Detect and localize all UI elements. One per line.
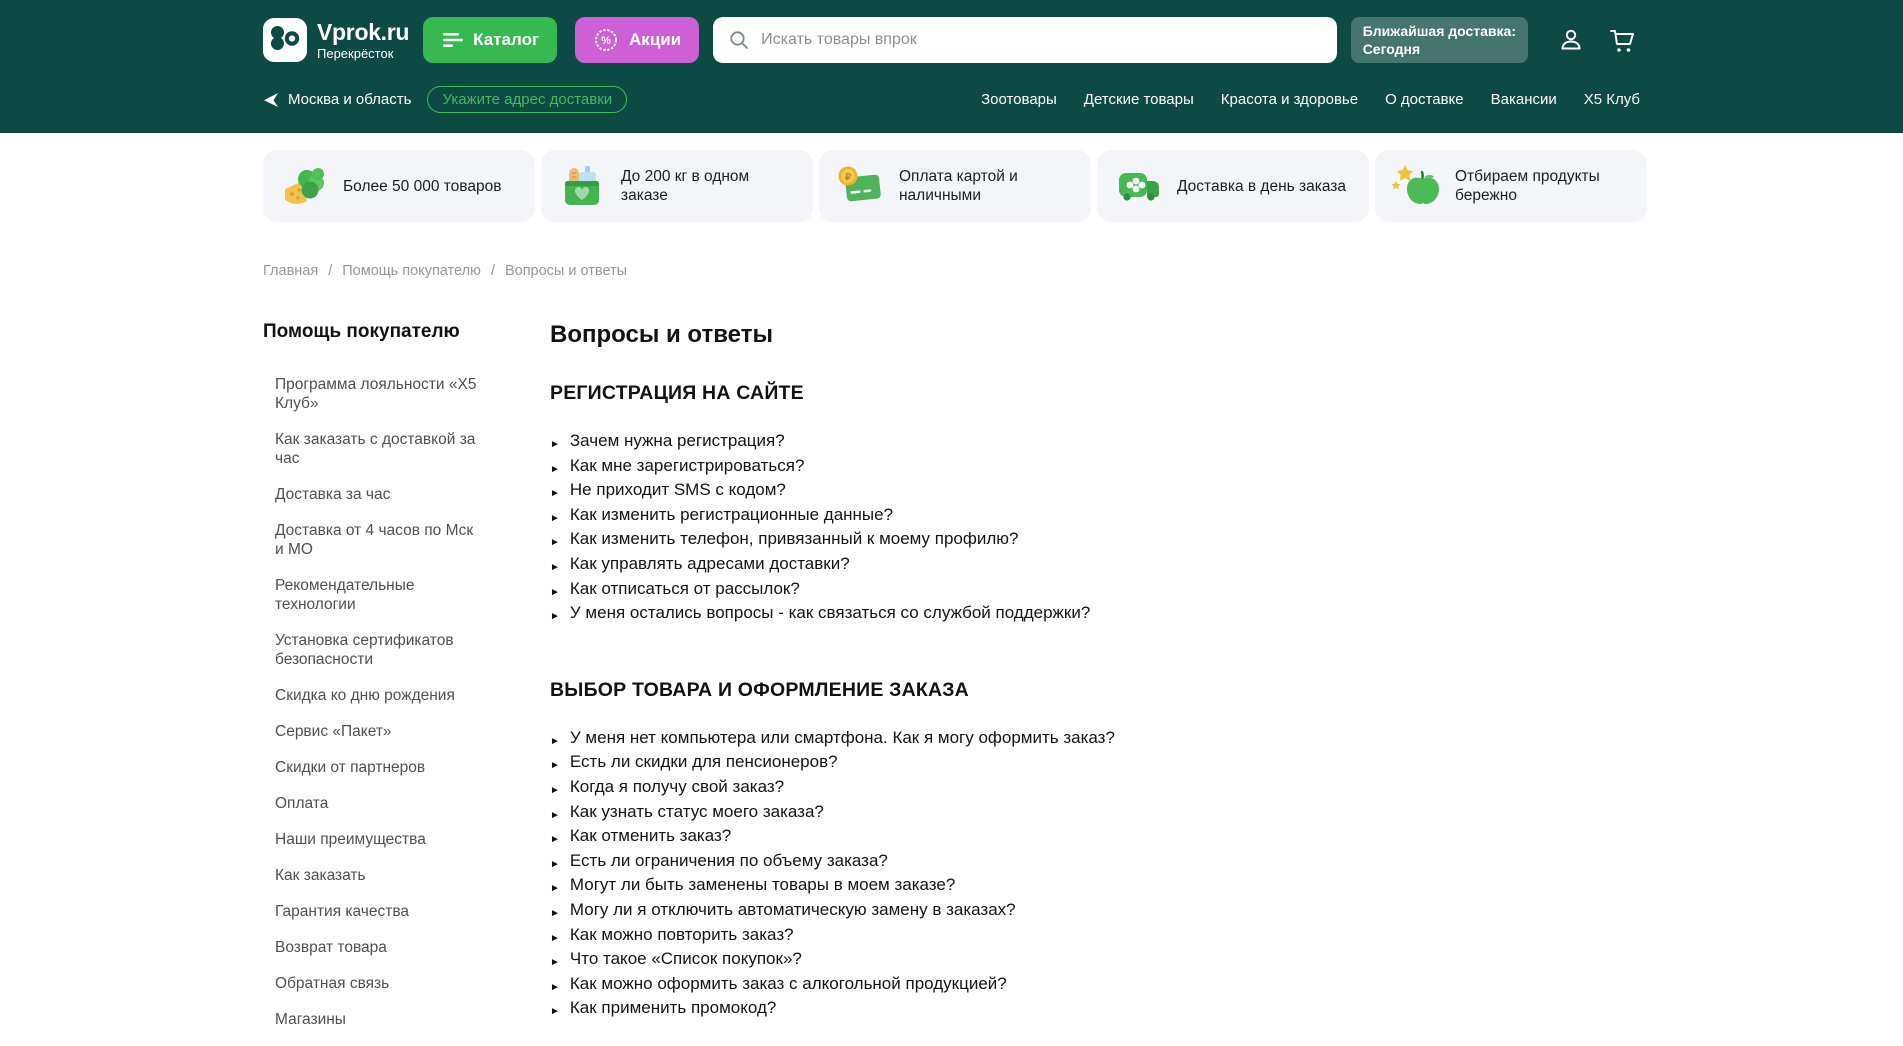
- sidebar-item[interactable]: Возврат товара: [275, 939, 387, 956]
- search-input[interactable]: [761, 31, 1321, 49]
- account-icon[interactable]: [1556, 25, 1586, 55]
- header-nav: [981, 91, 1640, 108]
- faq-question[interactable]: [550, 851, 1530, 876]
- faq-question[interactable]: [550, 900, 1530, 925]
- region-selector[interactable]: [263, 91, 411, 108]
- sidebar-item[interactable]: Наши преимущества: [275, 831, 426, 848]
- site-header: [0, 0, 1903, 133]
- faq-question-label: Как изменить регистрационные данные?: [569, 504, 894, 524]
- triangle-marker-icon: ►: [550, 883, 560, 895]
- page-title: Вопросы и ответы: [550, 321, 773, 348]
- triangle-marker-icon: ►: [550, 463, 560, 475]
- faq-question[interactable]: [550, 579, 1530, 604]
- faq-question[interactable]: [550, 777, 1530, 802]
- breadcrumb-separator: /: [328, 263, 333, 279]
- sidebar-item[interactable]: Гарантия качества: [275, 903, 410, 920]
- sidebar-item[interactable]: Как заказать: [275, 867, 366, 884]
- sidebar-item[interactable]: Программа лояльности «X5 Клуб»: [275, 376, 477, 412]
- breadcrumb-home[interactable]: Главная: [263, 263, 319, 279]
- benefit-label: До 200 кг в одном заказе: [621, 168, 750, 204]
- faq-question[interactable]: [550, 456, 1530, 481]
- triangle-marker-icon: ►: [550, 784, 560, 796]
- cart-icon[interactable]: [1608, 25, 1640, 55]
- triangle-marker-icon: ►: [550, 1006, 560, 1018]
- faq-question[interactable]: [550, 554, 1530, 579]
- triangle-marker-icon: ►: [550, 858, 560, 870]
- faq-question-label: Как можно повторить заказ?: [569, 924, 794, 944]
- sidebar-list: [263, 375, 550, 1029]
- location-arrow-icon: [263, 92, 279, 108]
- percent-badge-icon: [593, 27, 619, 53]
- triangle-marker-icon: ►: [550, 735, 560, 747]
- faq-question[interactable]: [550, 925, 1530, 950]
- menu-icon: [441, 32, 463, 48]
- faq-section-ordering: [550, 679, 1530, 1023]
- question-list: [550, 431, 1530, 628]
- triangle-marker-icon: ►: [550, 981, 560, 993]
- sidebar-item[interactable]: Обратная связь: [275, 975, 390, 992]
- faq-question-label: Как управлять адресами доставки?: [569, 553, 850, 573]
- section-heading: ВЫБОР ТОВАРА И ОФОРМЛЕНИЕ ЗАКАЗА: [550, 678, 969, 701]
- triangle-marker-icon: ►: [550, 586, 560, 598]
- faq-question-label: У меня нет компьютера или смартфона. Как я могу оформить заказ?: [569, 727, 1115, 747]
- sidebar-item[interactable]: Доставка от 4 часов по Мск и МО: [275, 522, 474, 558]
- benefit-label: Оплата картой и наличными: [899, 168, 1018, 204]
- triangle-marker-icon: ►: [550, 760, 560, 772]
- header-secondary-row: [263, 86, 1640, 113]
- sidebar-item[interactable]: Скидка ко дню рождения: [275, 687, 455, 704]
- vprok-logo-icon: [263, 18, 307, 62]
- faq-question-label: Не приходит SMS с кодом?: [569, 480, 786, 500]
- faq-question-label: Как узнать статус моего заказа?: [569, 801, 824, 821]
- triangle-marker-icon: ►: [550, 488, 560, 500]
- benefits-row: [0, 133, 1903, 222]
- faq-question-label: Что такое «Список покупок»?: [569, 949, 802, 969]
- section-heading: РЕГИСТРАЦИЯ НА САЙТЕ: [550, 382, 804, 404]
- triangle-marker-icon: ►: [550, 957, 560, 969]
- triangle-marker-icon: ►: [550, 512, 560, 524]
- region-label: Москва и область: [288, 91, 412, 108]
- apple-stars-icon: [1389, 159, 1443, 213]
- benefit-label: Доставка в день заказа: [1177, 177, 1347, 195]
- sidebar-item[interactable]: Сервис «Пакет»: [275, 723, 392, 740]
- sidebar-item[interactable]: Установка сертификатов безопасности: [275, 632, 454, 668]
- faq-main: [550, 321, 1530, 1023]
- faq-question[interactable]: [550, 505, 1530, 530]
- faq-question-label: Как применить промокод?: [569, 998, 777, 1018]
- cheese-lettuce-icon: [277, 159, 331, 213]
- sidebar-item[interactable]: Как заказать с доставкой за час: [275, 431, 476, 467]
- triangle-marker-icon: ►: [550, 834, 560, 846]
- faq-question[interactable]: [550, 875, 1530, 900]
- faq-question-label: Зачем нужна регистрация?: [569, 431, 785, 450]
- sidebar-title: Помощь покупателю: [263, 321, 460, 342]
- benefit-tile-care: [1375, 150, 1647, 222]
- triangle-marker-icon: ►: [550, 561, 560, 573]
- faq-question[interactable]: [550, 603, 1530, 628]
- svg-text:₽: ₽: [845, 172, 851, 182]
- header-nav-link[interactable]: Вакансии: [1490, 91, 1557, 108]
- header-nav-link[interactable]: О доставке: [1385, 91, 1464, 108]
- help-sidebar: [263, 321, 550, 1046]
- search-icon: [729, 30, 749, 50]
- delivery-truck-icon: [1111, 159, 1165, 213]
- header-nav-link[interactable]: Х5 Клуб: [1583, 91, 1640, 108]
- faq-question[interactable]: [550, 480, 1530, 505]
- triangle-marker-icon: ►: [550, 907, 560, 919]
- faq-question[interactable]: [550, 728, 1530, 753]
- faq-question-label: Как отменить заказ?: [569, 826, 732, 846]
- benefit-tile-weight: [541, 150, 813, 222]
- logo-subtitle: Перекрёсток: [317, 45, 394, 61]
- faq-question[interactable]: [550, 974, 1530, 999]
- breadcrumb: [0, 222, 1903, 279]
- faq-question-label: Могу ли я отключить автоматическую замену в заказах?: [569, 899, 1016, 919]
- logo-title: Vprok.ru: [317, 18, 410, 45]
- faq-question-label: Как можно оформить заказ с алкогольной продукцией?: [569, 973, 1007, 993]
- faq-question-label: Как изменить телефон, привязанный к моему профилю?: [569, 529, 1019, 549]
- faq-question[interactable]: [550, 431, 1530, 456]
- breadcrumb-help[interactable]: Помощь покупателю: [342, 263, 481, 279]
- faq-question-label: Могут ли быть заменены товары в моем заказе?: [569, 875, 956, 895]
- content-area: [0, 279, 1903, 1046]
- delivery-badge-line2: Сегодня: [1362, 41, 1421, 57]
- grocery-box-icon: [555, 159, 609, 213]
- triangle-marker-icon: ►: [550, 439, 560, 450]
- question-list: [550, 728, 1530, 1023]
- faq-question[interactable]: [550, 949, 1530, 974]
- nearest-delivery-badge[interactable]: [1351, 17, 1528, 63]
- benefit-label: Отбираем продукты бережно: [1455, 168, 1600, 204]
- faq-question-label: Как отписаться от рассылок?: [569, 578, 800, 598]
- sidebar-item[interactable]: Рекомендательные технологии: [275, 577, 415, 613]
- card-coin-icon: [833, 159, 887, 213]
- promotions-button-label: Акции: [629, 30, 682, 49]
- svg-text:%: %: [601, 35, 611, 47]
- sidebar-item[interactable]: Скидки от партнеров: [275, 759, 426, 776]
- faq-question[interactable]: [550, 802, 1530, 827]
- header-nav-link[interactable]: Зоотовары: [981, 91, 1057, 108]
- triangle-marker-icon: ►: [550, 809, 560, 821]
- benefit-label: Более 50 000 товаров: [343, 177, 502, 195]
- faq-question[interactable]: [550, 998, 1530, 1023]
- breadcrumb-current: Вопросы и ответы: [504, 263, 628, 279]
- sidebar-item[interactable]: Магазины: [275, 1011, 346, 1028]
- breadcrumb-separator: /: [490, 263, 495, 279]
- header-nav-link[interactable]: Детские товары: [1083, 91, 1194, 108]
- faq-question-label: Как мне зарегистрироваться?: [569, 455, 805, 475]
- search-bar: [713, 17, 1337, 63]
- header-main-row: [263, 16, 1640, 64]
- benefit-tile-payment: [819, 150, 1091, 222]
- promotions-button[interactable]: [575, 17, 699, 63]
- faq-section-registration: [550, 382, 1530, 628]
- faq-question-label: Есть ли ограничения по объему заказа?: [569, 850, 888, 870]
- logo-text: [317, 18, 410, 61]
- delivery-badge-line1: Ближайшая доставка:: [1362, 23, 1516, 39]
- triangle-marker-icon: ►: [550, 932, 560, 944]
- catalog-button[interactable]: [423, 17, 557, 63]
- set-address-button[interactable]: Укажите адрес доставки: [427, 86, 627, 113]
- benefit-tile-assortment: [263, 150, 535, 222]
- triangle-marker-icon: ►: [550, 611, 560, 623]
- faq-question-label: У меня остались вопросы - как связаться со службой поддержки?: [569, 603, 1091, 623]
- sidebar-item[interactable]: Оплата: [275, 795, 329, 812]
- site-logo[interactable]: [263, 18, 409, 62]
- faq-question-label: Есть ли скидки для пенсионеров?: [569, 752, 838, 772]
- faq-question[interactable]: [550, 826, 1530, 851]
- benefit-tile-same-day: [1097, 150, 1369, 222]
- sidebar-item[interactable]: Доставка за час: [275, 486, 391, 503]
- faq-question[interactable]: [550, 529, 1530, 554]
- faq-question[interactable]: [550, 752, 1530, 777]
- faq-question-label: Когда я получу свой заказ?: [569, 776, 785, 796]
- triangle-marker-icon: ►: [550, 537, 560, 549]
- header-nav-link[interactable]: Красота и здоровье: [1220, 91, 1359, 108]
- catalog-button-label: Каталог: [473, 30, 540, 49]
